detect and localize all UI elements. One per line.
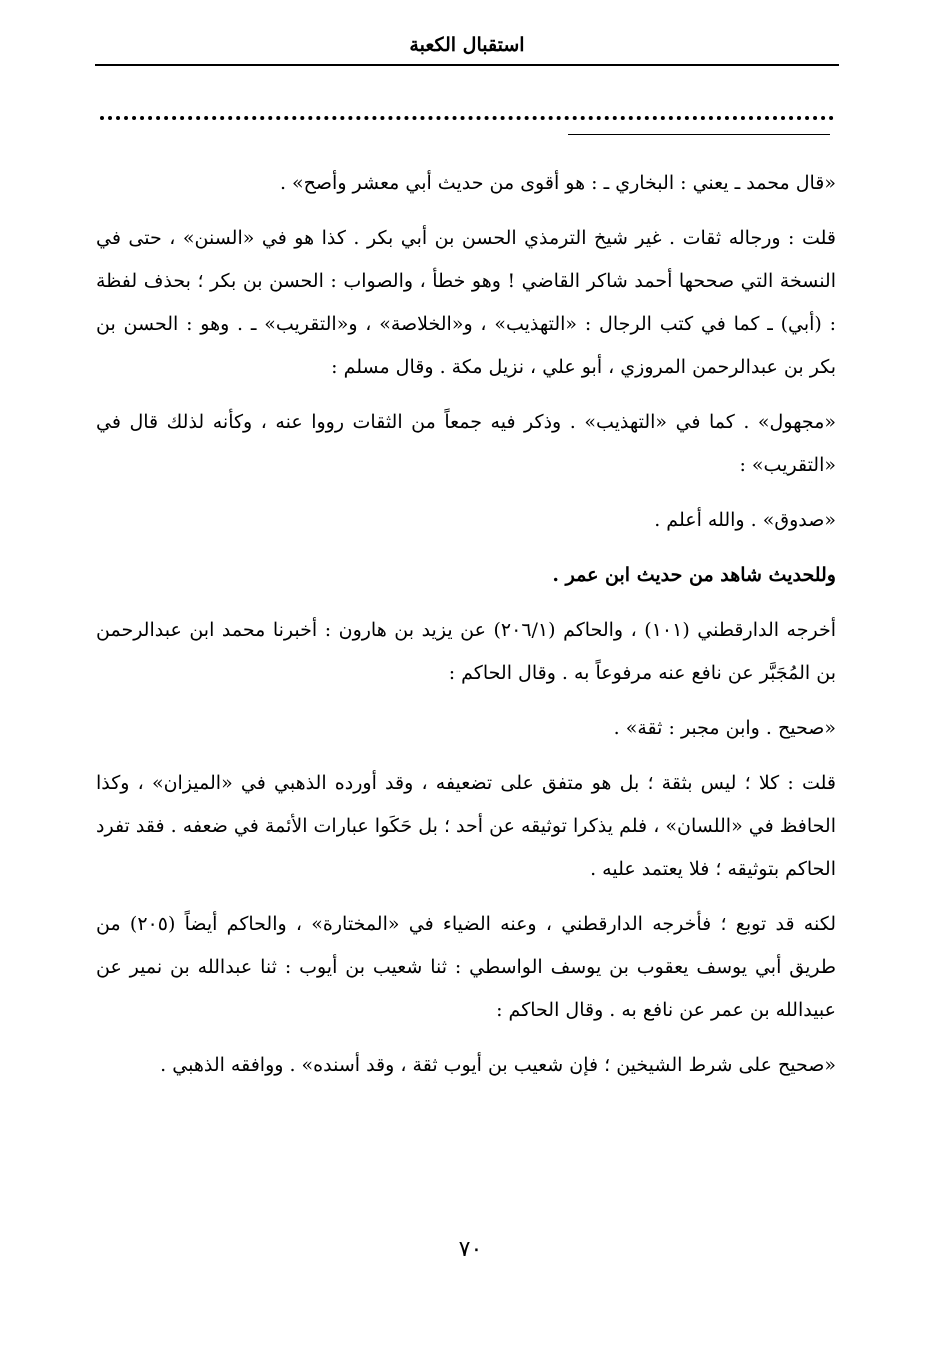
paragraph: «مجهول» . كما في «التهذيب» . وذكر فيه جمعاً من الثقات رووا عنه ، وكأنه لذلك قال في «التقريب» : xyxy=(96,411,836,476)
paragraph: أخرجه الدارقطني (١٠١) ، والحاكم (٢٠٦/١) عن يزيد بن هارون : أخبرنا محمد ابن عبدالرحمن بن المُجَبَّر عن نافع عنه مرفوعاً به . وقال الحاكم : xyxy=(96,619,836,684)
paragraph: «صحيح على شرط الشيخين ؛ فإن شعيب بن أيوب ثقة ، وقد أسنده» . ووافقه الذهبي . xyxy=(160,1054,836,1076)
paragraph: «صدوق» . والله أعلم . xyxy=(654,509,836,531)
dotted-separator xyxy=(100,116,834,120)
footnote-separator-rule xyxy=(568,134,830,135)
paragraph: قلت : كلا ؛ ليس بثقة ؛ بل هو متفق على تضعيفه ، وقد أورده الذهبي في «الميزان» ، وكذا الحافظ في «اللسان» ، فلم يذكرا توثيقه عن أحد ؛ بل حَكَوا عبارات الأئمة في ضعفه . فقد تفرد الحاكم بتوثيقه ؛ فلا يعتمد عليه . xyxy=(96,772,836,880)
page-number: ٧٠ xyxy=(458,1237,483,1262)
paragraph: لكنه قد توبع ؛ فأخرجه الدارقطني ، وعنه الضياء في «المختارة» ، والحاكم أيضاً (٢٠٥) من طريق أبي يوسف يعقوب بن يوسف الواسطي : ثنا شعيب بن أيوب : ثنا عبدالله بن نمير عن عبيدالله بن عمر عن نافع به . وقال الحاكم : xyxy=(96,913,837,1021)
paragraph: وللحديث شاهد من حديث ابن عمر . xyxy=(552,564,836,586)
paragraph: قلت : ورجاله ثقات . غير شيخ الترمذي الحسن بن أبي بكر . كذا هو في «السنن» ، حتى في النسخة التي صححها أحمد شاكر القاضي ! وهو خطأ ، والصواب : الحسن بن بكر ؛ بحذف لفظة : (أبي) ـ كما في كتب الرجال : «التهذيب» ، و«الخلاصة» ، و«التقريب» ـ . وهو : الحسن بن بكر بن عبدالرحمن المروزي ، أبو علي ، نزيل مكة . وقال مسلم : xyxy=(96,227,836,378)
header-rule xyxy=(95,64,839,66)
body-text xyxy=(96,162,836,1099)
paragraph: «صحيح . وابن مجبر : ثقة» . xyxy=(613,717,836,739)
running-title: استقبال الكعبة xyxy=(409,34,525,56)
paragraph: «قال محمد ـ يعني : البخاري ـ : هو أقوى من حديث أبي معشر وأصح» . xyxy=(279,172,836,194)
